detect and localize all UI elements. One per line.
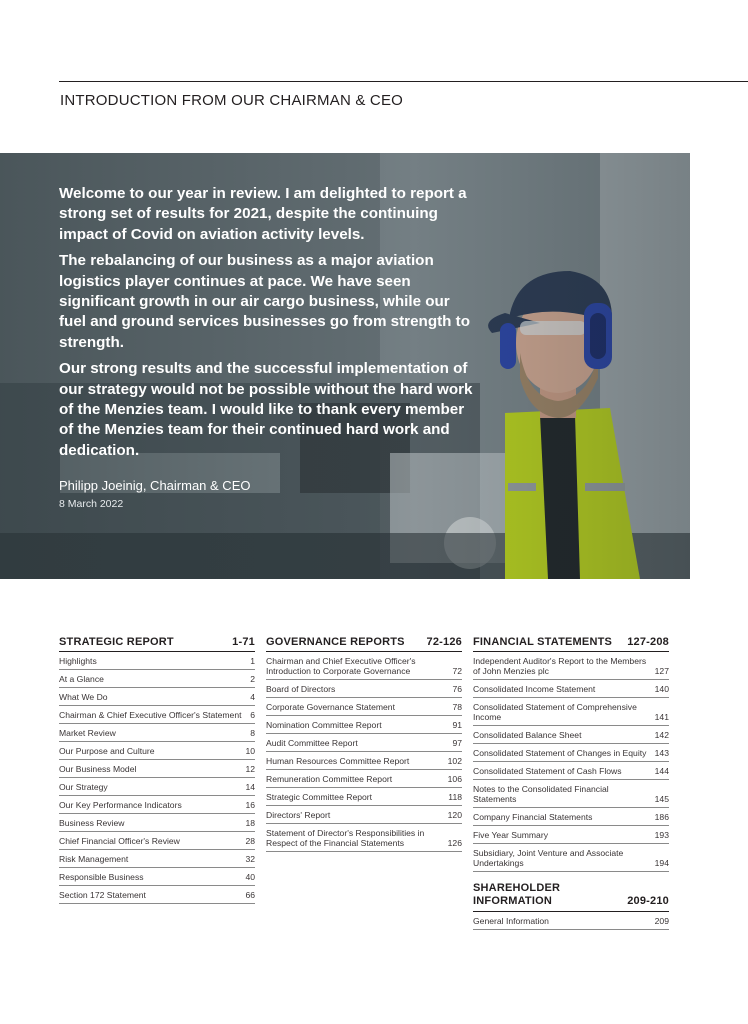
toc-entry-page: 2 xyxy=(250,674,255,684)
toc-entry-label: Risk Management xyxy=(59,854,129,864)
toc-entry-label: Audit Committee Report xyxy=(266,738,358,748)
toc-entry-label: Corporate Governance Statement xyxy=(266,702,395,712)
signature: Philipp Joeinig, Chairman & CEO xyxy=(59,478,251,493)
toc-entry-page: 194 xyxy=(654,858,669,868)
signature-date: 8 March 2022 xyxy=(59,498,124,510)
toc-entry-label: What We Do xyxy=(59,692,108,702)
toc-entry[interactable] xyxy=(59,760,255,778)
toc-entry[interactable] xyxy=(473,844,669,872)
toc-entry-page: 126 xyxy=(447,838,462,848)
toc-entry-label: Statement of Director's Responsibilities in Respect of the Financial Statements xyxy=(266,828,425,848)
toc-entry-label: Market Review xyxy=(59,728,116,738)
toc-entry-label: Subsidiary, Joint Venture and Associate Undertakings xyxy=(473,848,624,868)
toc-entry[interactable] xyxy=(266,716,462,734)
toc-entry-label: Nomination Committee Report xyxy=(266,720,382,730)
hero-photo xyxy=(0,153,690,579)
toc-entry-label: Notes to the Consolidated Financial Statements xyxy=(473,784,609,804)
toc-section-title: STRATEGIC REPORT xyxy=(59,636,174,648)
toc-entry[interactable] xyxy=(473,726,669,744)
toc-entry[interactable] xyxy=(473,826,669,844)
toc-entry-label: Business Review xyxy=(59,818,125,828)
toc-entry[interactable] xyxy=(59,886,255,904)
toc-entry[interactable] xyxy=(59,814,255,832)
toc-entry-page: 78 xyxy=(452,702,462,712)
toc-entry-label: Independent Auditor's Report to the Members of John Menzies plc xyxy=(473,656,647,676)
toc-entry[interactable] xyxy=(266,824,462,852)
toc-entry[interactable] xyxy=(266,788,462,806)
toc-entry-page: 14 xyxy=(245,782,255,792)
toc-section-header[interactable] xyxy=(59,636,255,652)
toc-entry-label: Our Strategy xyxy=(59,782,108,792)
toc-entry-label: Highlights xyxy=(59,656,97,666)
toc-entry[interactable] xyxy=(266,752,462,770)
toc-entry[interactable] xyxy=(473,912,669,930)
toc-entry-page: 144 xyxy=(654,766,669,776)
toc-entry-label: Five Year Summary xyxy=(473,830,548,840)
toc-entry-page: 4 xyxy=(250,692,255,702)
toc-section-pages: 1-71 xyxy=(232,636,255,648)
toc-entry-label: Board of Directors xyxy=(266,684,336,694)
toc-entry-page: 140 xyxy=(654,684,669,694)
toc-entry-label: Company Financial Statements xyxy=(473,812,593,822)
top-rule xyxy=(59,81,748,82)
toc-entry-label: Section 172 Statement xyxy=(59,890,146,900)
toc-entry-page: 97 xyxy=(452,738,462,748)
toc-strategic-report xyxy=(59,636,255,904)
toc-entry-page: 118 xyxy=(448,792,462,802)
toc-entry-page: 28 xyxy=(245,836,255,846)
toc-entry-label: Strategic Committee Report xyxy=(266,792,373,802)
toc-section-title: GOVERNANCE REPORTS xyxy=(266,636,405,648)
toc-entry[interactable] xyxy=(59,778,255,796)
toc-entry-label: Directors' Report xyxy=(266,810,331,820)
toc-entry-page: 91 xyxy=(452,720,462,730)
toc-shareholder-information xyxy=(473,882,669,930)
toc-entry[interactable] xyxy=(473,652,669,680)
toc-entry-label: Human Resources Committee Report xyxy=(266,756,410,766)
toc-entry-page: 10 xyxy=(245,746,255,756)
toc-entry-label: Responsible Business xyxy=(59,872,144,882)
toc-entry[interactable] xyxy=(266,680,462,698)
toc-entry-page: 127 xyxy=(654,666,669,676)
toc-entry-page: 1 xyxy=(250,656,255,666)
toc-entry-page: 6 xyxy=(250,710,255,720)
toc-entry[interactable] xyxy=(59,832,255,850)
toc-entry-label: Chairman & Chief Executive Officer's Statement xyxy=(59,710,242,720)
toc-entry-label: At a Glance xyxy=(59,674,104,684)
toc-entry[interactable] xyxy=(266,806,462,824)
toc-entry[interactable] xyxy=(59,688,255,706)
toc-section-header[interactable] xyxy=(473,882,669,912)
toc-entry[interactable] xyxy=(266,698,462,716)
toc-governance-reports xyxy=(266,636,462,852)
toc-entry-page: 40 xyxy=(245,872,255,882)
toc-entry[interactable] xyxy=(473,762,669,780)
toc-entry-page: 145 xyxy=(654,794,669,804)
toc-entry[interactable] xyxy=(473,780,669,808)
toc-entry[interactable] xyxy=(59,706,255,724)
toc-section-header[interactable] xyxy=(266,636,462,652)
intro-paragraph-3: Our strong results and the successful implementation of our strategy would not be possible without the hard work of the Menzies team. I would like to thank every member of the Menzies team for their continued hard work and dedication. xyxy=(59,360,473,459)
toc-entry[interactable] xyxy=(59,652,255,670)
intro-statement xyxy=(59,184,479,467)
toc-entry-label: Chief Financial Officer's Review xyxy=(59,836,180,846)
toc-entry-page: 120 xyxy=(447,810,462,820)
toc-entry-page: 142 xyxy=(654,730,669,740)
toc-section-pages: 209-210 xyxy=(627,895,669,907)
toc-entry[interactable] xyxy=(59,742,255,760)
toc-entry-label: Remuneration Committee Report xyxy=(266,774,393,784)
toc-entry-label: Consolidated Income Statement xyxy=(473,684,596,694)
toc-entry-label: General Information xyxy=(473,916,549,926)
intro-paragraph-2: The rebalancing of our business as a major aviation logistics player continues at pace. We have seen significant growth in our air cargo business, while our fuel and ground services businesses go from strength to strength. xyxy=(59,252,470,351)
toc-entry-label: Consolidated Statement of Changes in Equity xyxy=(473,748,647,758)
toc-entry[interactable] xyxy=(59,868,255,886)
toc-entry-page: 66 xyxy=(245,890,255,900)
toc-entry[interactable] xyxy=(59,796,255,814)
toc-entry-page: 72 xyxy=(452,666,462,676)
toc-entry[interactable] xyxy=(473,698,669,726)
toc-entry-label: Consolidated Statement of Comprehensive Income xyxy=(473,702,637,722)
toc-section-title: SHAREHOLDER INFORMATION xyxy=(473,882,561,907)
page-heading: INTRODUCTION FROM OUR CHAIRMAN & CEO xyxy=(60,92,404,109)
toc-section-pages: 72-126 xyxy=(426,636,462,648)
toc-entry[interactable] xyxy=(59,724,255,742)
toc-entry-label: Our Key Performance Indicators xyxy=(59,800,182,810)
toc-section-header[interactable] xyxy=(473,636,669,652)
toc-entry-page: 76 xyxy=(452,684,462,694)
toc-entry-page: 102 xyxy=(447,756,462,766)
toc-entry[interactable] xyxy=(59,850,255,868)
toc-entry-page: 32 xyxy=(245,854,255,864)
toc-entry[interactable] xyxy=(473,744,669,762)
toc-entry-page: 209 xyxy=(654,916,669,926)
toc-entry-page: 186 xyxy=(654,812,669,822)
intro-paragraph-1: Welcome to our year in review. I am delighted to report a strong set of results for 2021, despite the continuing impact of Covid on aviation activity levels. xyxy=(59,185,467,243)
toc-entry-page: 141 xyxy=(654,712,669,722)
toc-entry-label: Consolidated Statement of Cash Flows xyxy=(473,766,622,776)
toc-entry[interactable] xyxy=(266,652,462,680)
toc-entry[interactable] xyxy=(59,670,255,688)
toc-section-title: FINANCIAL STATEMENTS xyxy=(473,636,613,648)
toc-entry-label: Our Purpose and Culture xyxy=(59,746,155,756)
toc-entry-page: 18 xyxy=(245,818,255,828)
toc-entry[interactable] xyxy=(473,680,669,698)
toc-entry-label: Consolidated Balance Sheet xyxy=(473,730,582,740)
toc-entry-page: 143 xyxy=(654,748,669,758)
toc-entry-page: 193 xyxy=(654,830,669,840)
toc-entry[interactable] xyxy=(473,808,669,826)
toc-entry-page: 8 xyxy=(250,728,255,738)
toc-entry[interactable] xyxy=(266,770,462,788)
toc-entry-page: 106 xyxy=(447,774,462,784)
toc-entry[interactable] xyxy=(266,734,462,752)
toc-entry-label: Our Business Model xyxy=(59,764,137,774)
toc-entry-page: 16 xyxy=(245,800,255,810)
toc-entry-page: 12 xyxy=(245,764,255,774)
toc-entry-label: Chairman and Chief Executive Officer's Introduction to Corporate Governance xyxy=(266,656,416,676)
toc-financial-statements xyxy=(473,636,669,930)
toc-section-pages: 127-208 xyxy=(627,636,669,648)
